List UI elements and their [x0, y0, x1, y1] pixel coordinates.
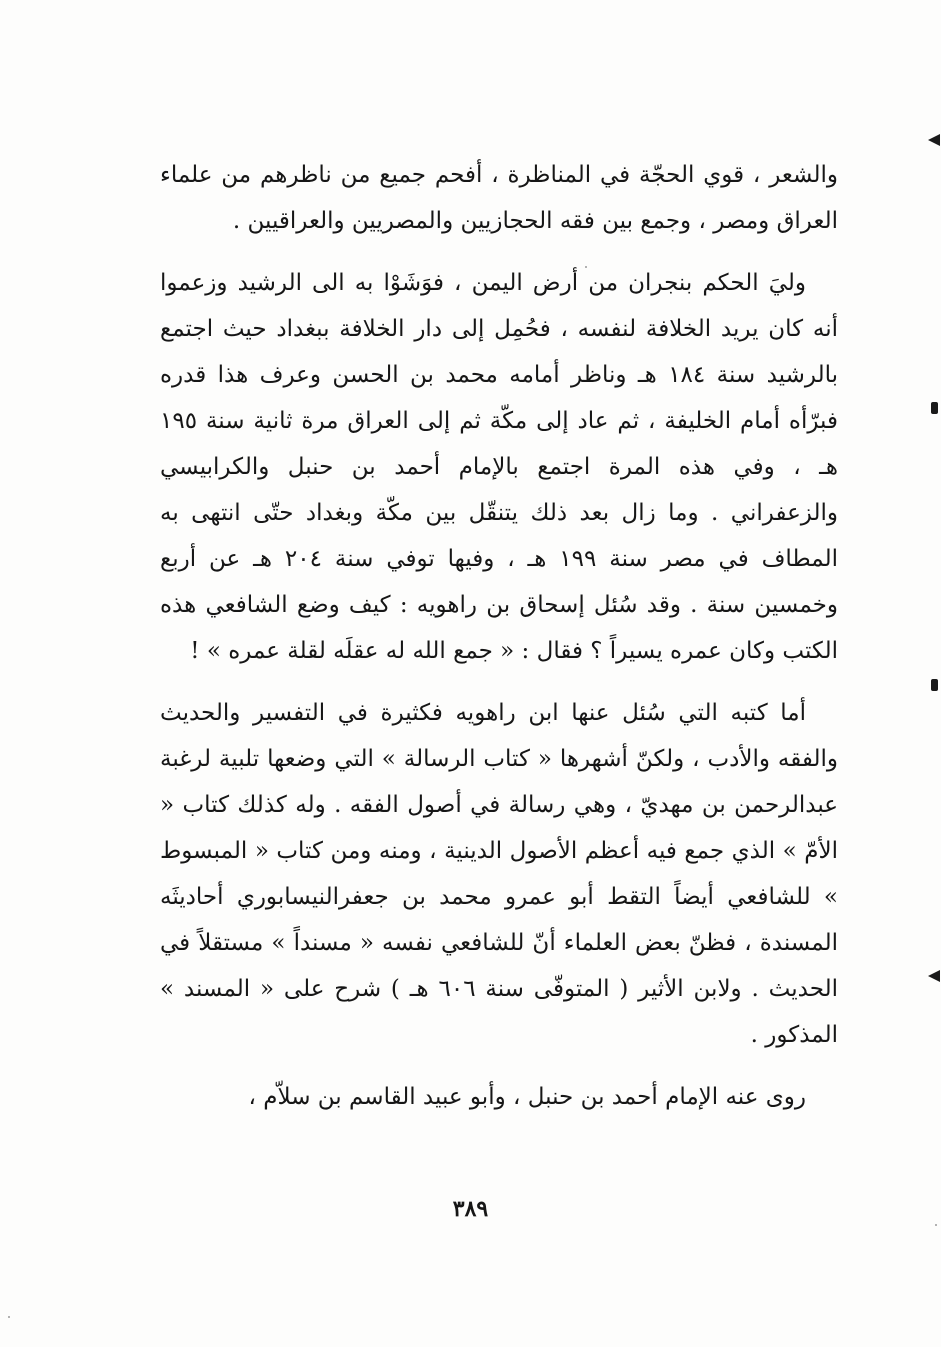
page-number: ٣٨٩: [452, 1196, 489, 1222]
paragraph: أما كتبه التي سُئل عنها ابن راهويه فكثيرة في التفسير والحديث والفقه والأدب ، ولكنّ أشهرها « كتاب الرسالة » التي وضعها تلبية لرغبة عبدالرحمن بن مهديّ ، وهي رسالة في أصول الفقه . وله كذلك كتاب « الأمّ » الذي جمع فيه أعظم الأصول الدينية ، ومنه ومن كتاب « المبسوط » للشافعي أيضاً التقط أبو عمرو محمد بن جعفرالنيسابوري أحاديثَه المسندة ، فظنّ بعض العلماء أنّ للشافعي نفسه « مسنداً » مستقلاً في الحديث . ولابن الأثير ( المتوفّى سنة ٦٠٦ هـ ) شرح على « المسند » المذكور .: [160, 700, 838, 1048]
margin-arrow-marker: [928, 970, 940, 982]
body-text: [160, 152, 838, 1120]
margin-marker: [931, 679, 938, 691]
margin-marker: [931, 402, 938, 414]
paragraph: وليَ الحكم بنجران من أرض اليمن ، فوَشَوْا به الى الرشيد وزعموا أنه كان يريد الخلافة لنفسه ، فحُمِل إلى دار الخلافة ببغداد حيث اجتمع بالرشيد سنة ١٨٤ هـ وناظر أمامه محمد بن الحسن وعرف هذا قدره فبرّأه أمام الخليفة ، ثم عاد إلى مكّة ثم إلى العراق مرة ثانية سنة ١٩٥ هـ ، وفي هذه المرة اجتمع بالإمام أحمد بن حنبل والكرابيسي والزعفراني . وما زال بعد ذلك يتنقّل بين مكّة وبغداد حتّى انتهى به المطاف في مصر سنة ١٩٩ هـ ، وفيها توفي سنة ٢٠٤ هـ عن أربع وخمسين سنة . وقد سُئل إسحاق بن راهويه : كيف وضع الشافعي هذه الكتب وكان عمره يسيراً ؟ فقال : « جمع الله له عقلَه لقلة عمره » !: [160, 270, 838, 664]
margin-arrow-marker: [928, 134, 940, 146]
paper-speck: [8, 1316, 10, 1318]
paper-speck: [935, 1224, 937, 1226]
paragraph: والشعر ، قوي الحجّة في المناظرة ، أفحم جميع من ناظرهم من علماء العراق ومصر ، وجمع بين فقه الحجازيين والمصريين والعراقيين .: [160, 162, 838, 234]
paragraph: روى عنه الإمام أحمد بن حنبل ، وأبو عبيد القاسم بن سلاّم ،: [248, 1084, 806, 1110]
